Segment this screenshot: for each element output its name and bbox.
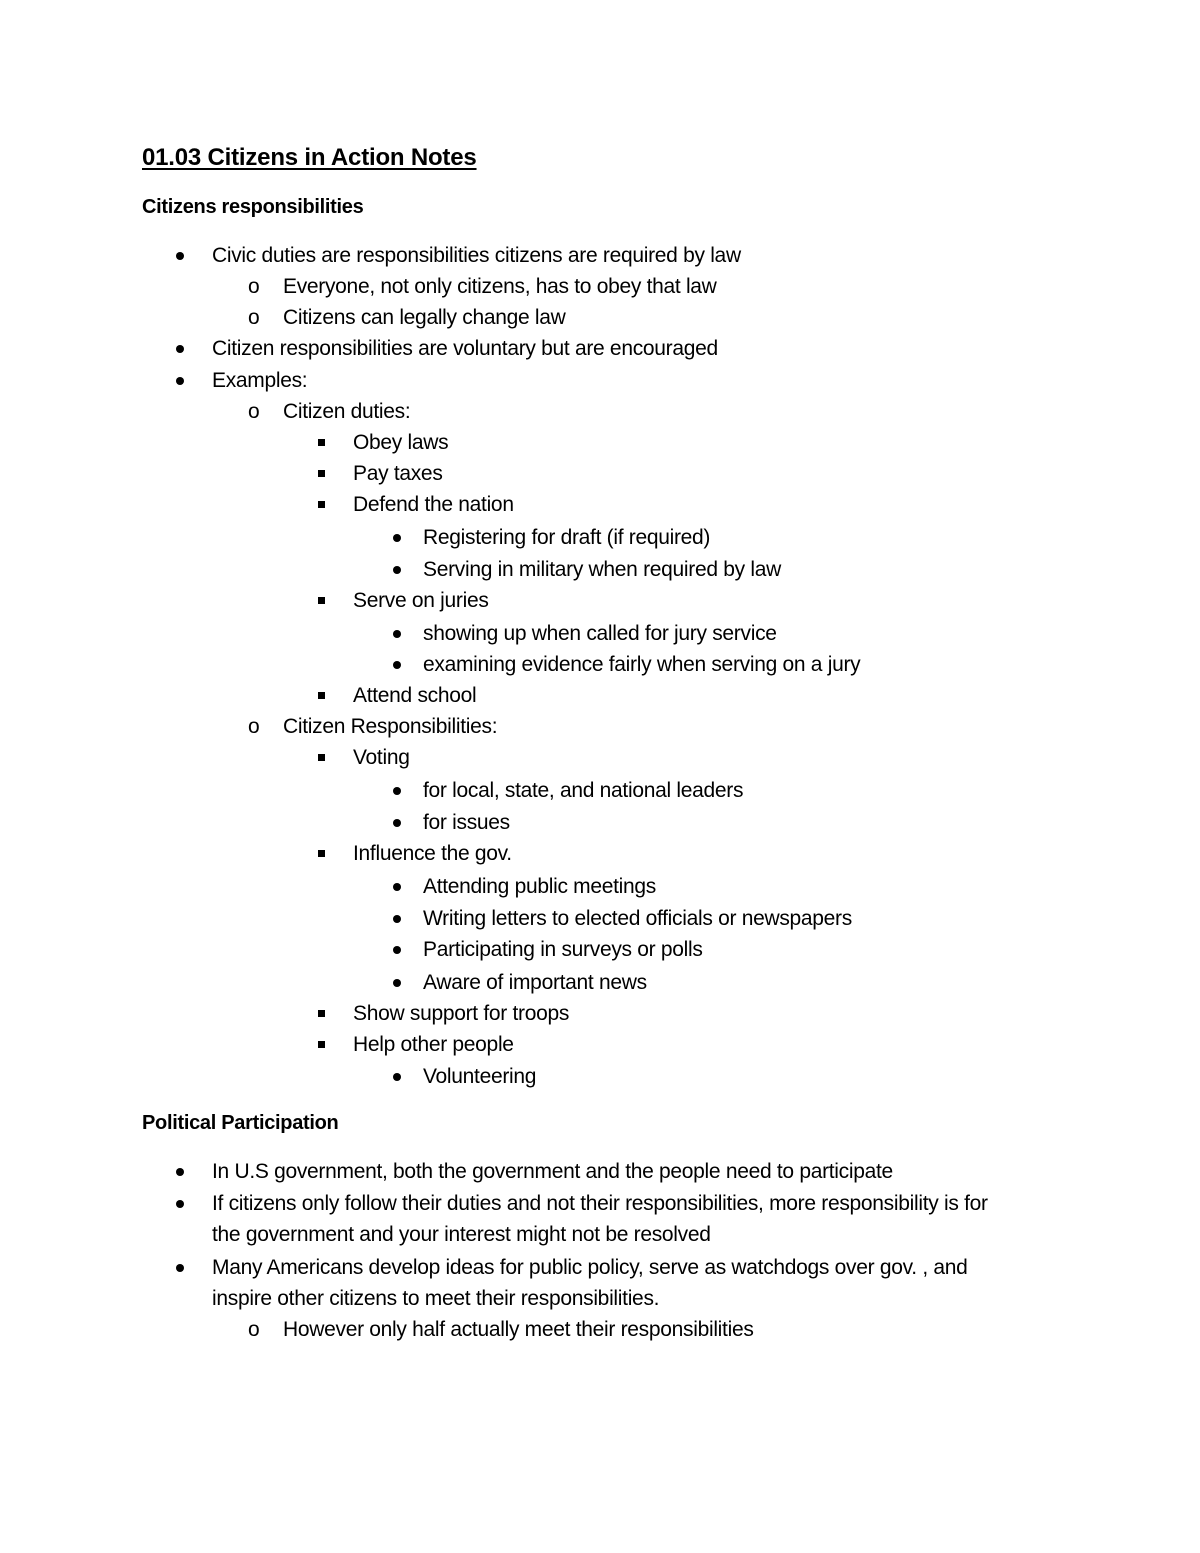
list-item: o Citizen Responsibilities: [0,712,1200,742]
list-item: If citizens only follow their duties and not their responsibilities, more responsibility is for [212,1192,988,1215]
list-item: o Citizens can legally change law [0,303,1200,333]
list-item: Attending public meetings [423,875,656,898]
bullet-circle-icon: o [248,400,260,423]
list-item: Citizen responsibilities are voluntary but are encouraged [212,337,718,360]
list-item: Participating in surveys or polls [423,938,703,961]
list-item: Show support for troops [353,1002,570,1025]
list-item-continuation: inspire other citizens to meet their responsibilities. [212,1287,660,1310]
list-item: showing up when called for jury service [423,622,777,645]
list-item: Voting [353,746,410,769]
list-item: Serve on juries [353,589,489,612]
list-item: Pay taxes [353,462,443,485]
list-item: Writing letters to elected officials or newspapers [423,907,852,930]
list-item-continuation: the government and your interest might not be resolved [212,1223,711,1246]
list-item: Civic duties are responsibilities citizens are required by law [212,244,741,267]
list-item: Examples: [212,369,308,392]
list-item: Obey laws [353,431,449,454]
section-heading-citizens-responsibilities: Citizens responsibilities [142,196,364,218]
list-item: for local, state, and national leaders [423,779,744,802]
bullet-circle-icon: o [248,1318,260,1341]
list-item: Influence the gov. [353,842,512,865]
bullet-circle-icon: o [248,715,260,738]
list-item: o Citizen duties: [0,397,1200,427]
list-item: Many Americans develop ideas for public policy, serve as watchdogs over gov. , and [212,1256,968,1279]
list-item: In U.S government, both the government and the people need to participate [212,1160,893,1183]
list-item: examining evidence fairly when serving on a jury [423,653,861,676]
page-title: 01.03 Citizens in Action Notes [142,144,477,171]
list-item: Help other people [353,1033,514,1056]
list-item: Volunteering [423,1065,537,1088]
list-item: o However only half actually meet their responsibilities [0,1315,1200,1345]
bullet-circle-icon: o [248,275,260,298]
list-item: Attend school [353,684,477,707]
section-heading-political-participation: Political Participation [142,1112,339,1134]
list-item: Aware of important news [423,971,647,994]
bullet-circle-icon: o [248,306,260,329]
list-item: Serving in military when required by law [423,558,781,581]
list-item: o Everyone, not only citizens, has to obey that law [0,272,1200,302]
list-item: Defend the nation [353,493,514,516]
list-item: Registering for draft (if required) [423,526,711,549]
list-item: for issues [423,811,510,834]
